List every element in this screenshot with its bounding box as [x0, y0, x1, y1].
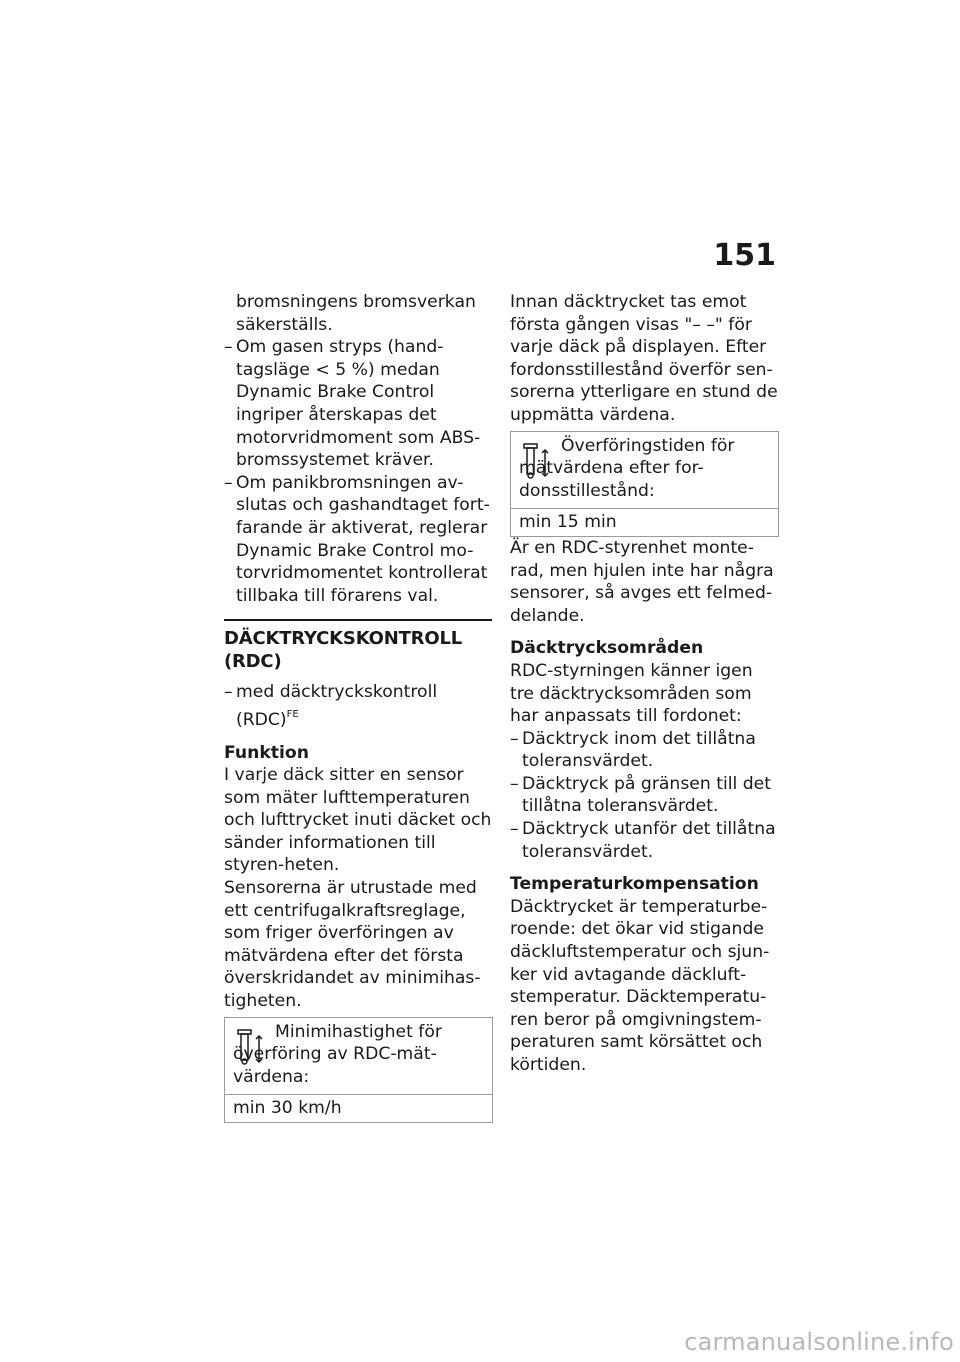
paragraph-initial-display: Innan däcktrycket tas emot första gången visas "– –" för varje däck på displayen. Efter fordonsstillestånd överför sen-sorerna ytterligare en stund de uppmätta värdena. [510, 292, 778, 425]
temperature-title: Temperaturkompensation [510, 874, 759, 895]
funktion-paragraph-1: I varje däck sitter en sensor som mäter lufttemperaturen och lufttrycket inuti däcket och sänder informationen till styren-heten. [224, 765, 492, 876]
box-value: min 30 km/h [225, 1094, 492, 1122]
section-heading: DÄCKTRYCKSKONTROLL (RDC) [224, 619, 492, 673]
list-item-text: Däcktryck på gränsen till det tillåtna toleransvärdet. [522, 773, 771, 817]
intro-line-2: säkerställs. [236, 314, 333, 335]
funktion-title: Funktion [224, 742, 309, 763]
tire-pressure-icon [521, 440, 551, 489]
left-column [224, 291, 492, 1123]
list-item-text: Om panikbromsningen av-slutas och gashandtaget fort-farande är aktiverat, reglerar Dynamic Brake Control mo-torvridmomentet kontrollerat tillbaka till förarens val. [236, 472, 490, 606]
option-item [224, 681, 492, 731]
dash-bullet: – [224, 472, 233, 493]
info-box-transfer-time [510, 431, 779, 537]
watermark: carmanualsonline.info [684, 1328, 954, 1356]
paragraph-no-sensors: Är en RDC-styrenhet monte-rad, men hjulen inte har några sensorer, så avges ett felmed-delande. [510, 537, 774, 626]
page-number: 151 [713, 238, 776, 273]
list-item [224, 472, 492, 608]
funktion-paragraph-2: Sensorerna är utrustade med ett centrifugalkraftsreglage, som friger överföringen av mätvärdena efter det första överskridandet av minimihas-tigheten. [224, 878, 481, 1012]
pressure-areas-title: Däcktrycksområden [510, 638, 704, 659]
right-column [510, 291, 778, 1077]
option-superscript: FE [286, 708, 299, 720]
list-item-text: Däcktryck utanför det tillåtna toleransvärdet. [522, 819, 776, 862]
temperature-paragraph: Däcktrycket är temperaturbe-roende: det ökar vid stigande däckluftstemperatur och sjun-ker vid avtagande däckluft-stemperatur. Däcktemperatu-ren beror på omgivningstem-peraturen samt körsättet och körtiden. [510, 896, 770, 1075]
list-item [510, 728, 778, 773]
list-item [510, 773, 778, 818]
box-label: Minimihastighet för överföring av RDC-mät-värdena: [233, 1021, 442, 1087]
box-value: min 15 min [511, 508, 778, 536]
info-box-min-speed [224, 1017, 493, 1123]
box-label: Överföringstiden för mätvärdena efter for-donsstillestånd: [519, 435, 735, 501]
dash-bullet: – [510, 773, 519, 794]
list-item [224, 336, 492, 472]
list-item-text: Däcktryck inom det tillåtna toleransvärdet. [522, 728, 756, 772]
list-item-text: Om gasen stryps (hand-tagsläge < 5 %) medan Dynamic Brake Control ingriper återskapas det motorvridmoment som ABS-bromssystemet kräver. [236, 337, 481, 471]
dash-bullet: – [224, 337, 233, 358]
intro-line-1: bromsningens bromsverkan [236, 292, 476, 312]
dash-bullet: – [510, 819, 519, 840]
tire-pressure-icon [235, 1026, 265, 1075]
list-item [510, 818, 778, 863]
pressure-areas-paragraph: RDC-styrningen känner igen tre däcktrycksområden som har anpassats till fordonet: [510, 660, 753, 727]
option-text: med däcktryckskontroll (RDC) [236, 682, 438, 730]
dash-bullet: – [224, 682, 233, 703]
dash-bullet: – [510, 728, 519, 749]
